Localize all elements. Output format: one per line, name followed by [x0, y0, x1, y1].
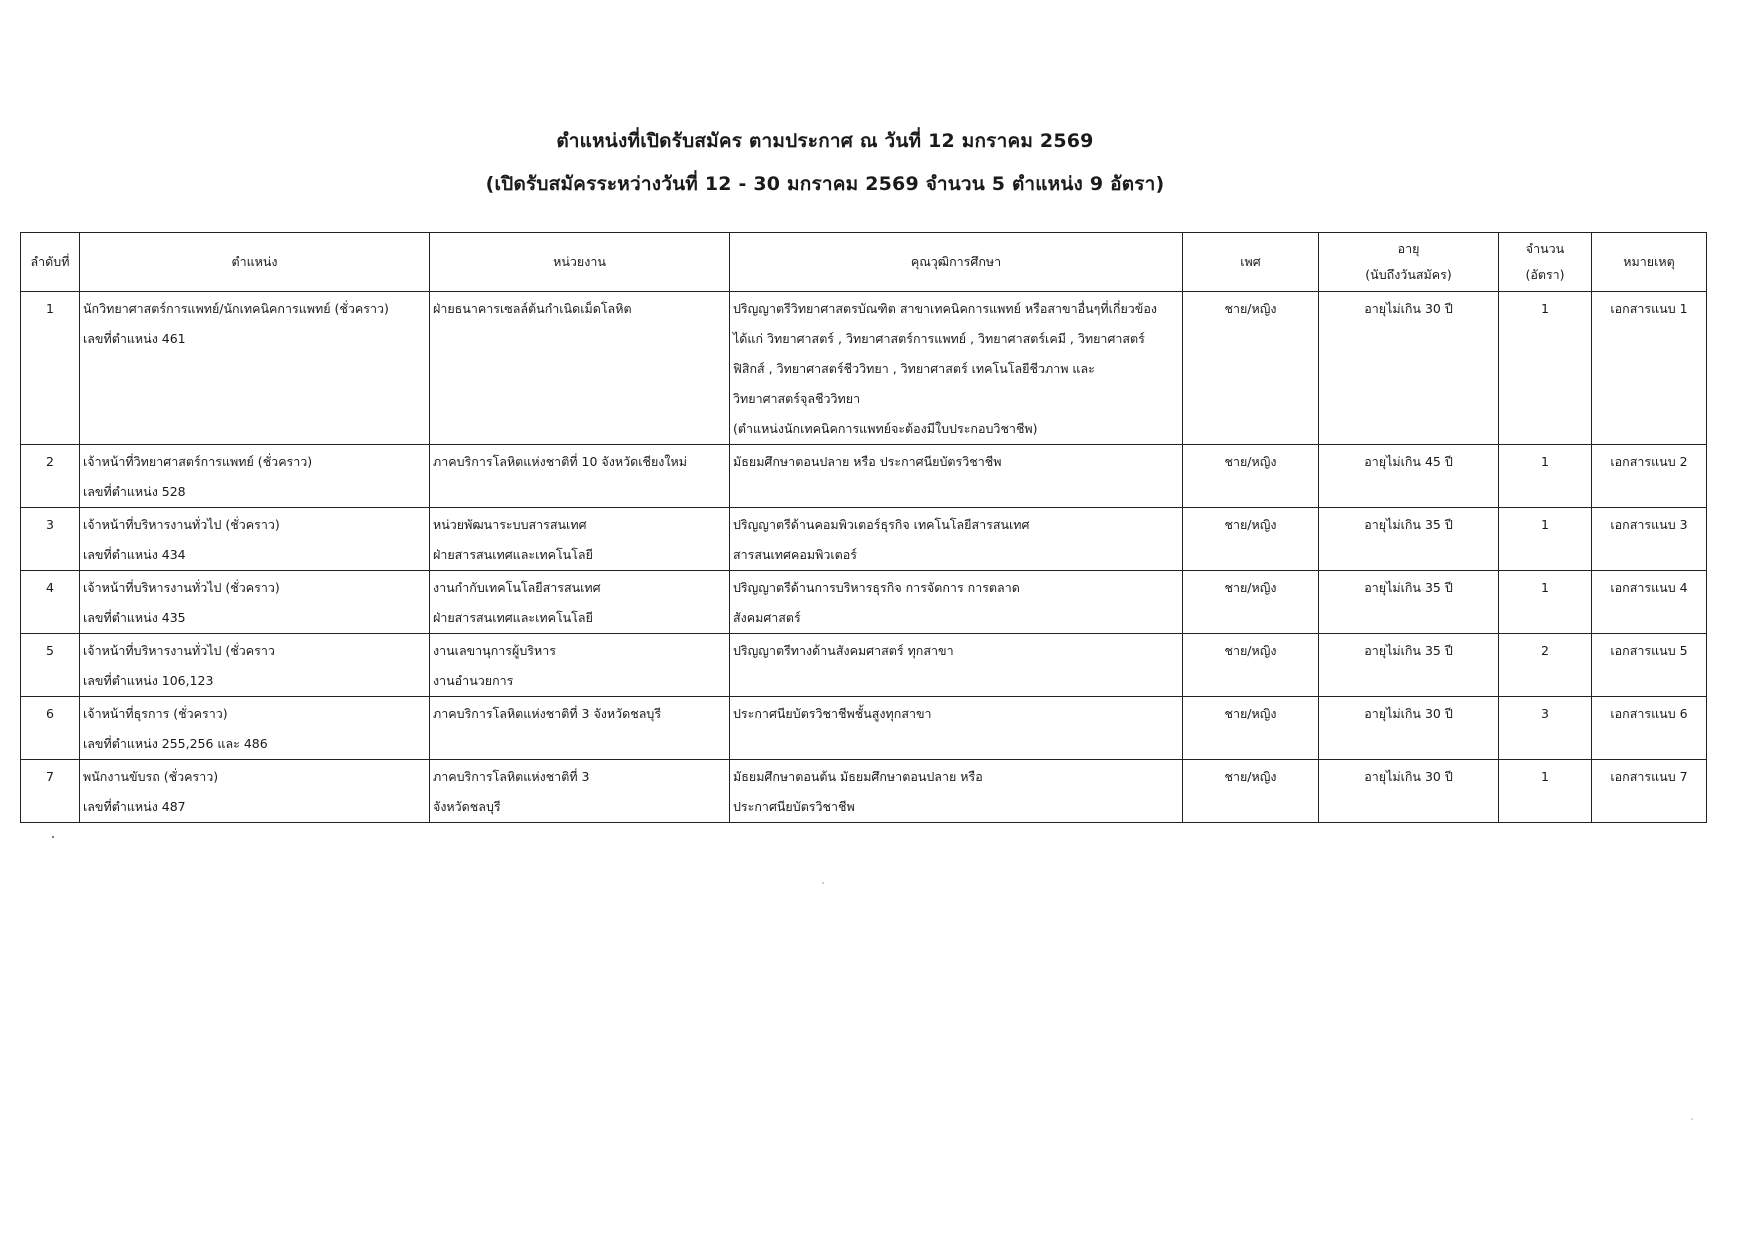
cell-unit	[430, 292, 730, 445]
qualification-line: ปริญญาตรีด้านการบริหารธุรกิจ การจัดการ การตลาด	[733, 580, 1020, 595]
cell-note: เอกสารแนบ 7	[1592, 760, 1707, 823]
cell-qualification	[730, 571, 1183, 634]
cell-no: 7	[21, 760, 80, 823]
unit-line: จังหวัดชลบุรี	[433, 799, 501, 814]
qualification-line: ปริญญาตรีวิทยาศาสตรบัณฑิต สาขาเทคนิคการแพทย์ หรือสาขาอื่นๆที่เกี่ยวข้อง	[733, 301, 1157, 316]
cell-gender: ชาย/หญิง	[1183, 634, 1319, 697]
cell-qualification	[730, 697, 1183, 760]
cell-age: อายุไม่เกิน 30 ปี	[1319, 292, 1499, 445]
qualification-line: ปริญญาตรีทางด้านสังคมศาสตร์ ทุกสาขา	[733, 643, 954, 658]
header-no: ลำดับที่	[21, 233, 80, 292]
position-line: เลขที่ตำแหน่ง 487	[83, 799, 186, 814]
position-line: เจ้าหน้าที่วิทยาศาสตร์การแพทย์ (ชั่วคราว)	[83, 454, 313, 469]
cell-qualification	[730, 292, 1183, 445]
cell-position	[80, 292, 430, 445]
unit-line: ฝ่ายสารสนเทศและเทคโนโลยี	[433, 610, 593, 625]
cell-qualification	[730, 508, 1183, 571]
cell-gender: ชาย/หญิง	[1183, 508, 1319, 571]
scan-speck	[1691, 1118, 1693, 1120]
cell-gender: ชาย/หญิง	[1183, 292, 1319, 445]
cell-unit	[430, 508, 730, 571]
table-header-row	[21, 233, 1707, 292]
cell-gender: ชาย/หญิง	[1183, 571, 1319, 634]
unit-line: งานเลขานุการผู้บริหาร	[433, 643, 556, 658]
header-age-line2: (นับถึงวันสมัคร)	[1365, 267, 1452, 282]
cell-age: อายุไม่เกิน 35 ปี	[1319, 634, 1499, 697]
table-row	[21, 760, 1707, 823]
qualification-line: (ตำแหน่งนักเทคนิคการแพทย์จะต้องมีใบประกอบวิชาชีพ)	[733, 421, 1038, 436]
qualification-line: ประกาศนียบัตรวิชาชีพชั้นสูงทุกสาขา	[733, 706, 932, 721]
cell-position	[80, 445, 430, 508]
position-line: เลขที่ตำแหน่ง 106,123	[83, 673, 214, 688]
cell-position	[80, 508, 430, 571]
cell-note: เอกสารแนบ 6	[1592, 697, 1707, 760]
cell-position	[80, 697, 430, 760]
cell-count: 1	[1499, 571, 1592, 634]
table-body	[21, 292, 1707, 823]
table-row	[21, 508, 1707, 571]
cell-age: อายุไม่เกิน 45 ปี	[1319, 445, 1499, 508]
cell-count: 3	[1499, 697, 1592, 760]
unit-line: งานอำนวยการ	[433, 673, 514, 688]
header-count-line1: จำนวน	[1525, 241, 1565, 256]
header-gender: เพศ	[1183, 233, 1319, 292]
cell-note: เอกสารแนบ 4	[1592, 571, 1707, 634]
position-line: เลขที่ตำแหน่ง 461	[83, 331, 186, 346]
qualification-line: ได้แก่ วิทยาศาสตร์ , วิทยาศาสตร์การแพทย์ , วิทยาศาสตร์เคมี , วิทยาศาสตร์	[733, 331, 1145, 346]
cell-no: 4	[21, 571, 80, 634]
table-row	[21, 697, 1707, 760]
unit-line: ภาคบริการโลหิตแห่งชาติที่ 10 จังหวัดเชียงใหม่	[433, 454, 687, 469]
cell-no: 3	[21, 508, 80, 571]
cell-age: อายุไม่เกิน 30 ปี	[1319, 697, 1499, 760]
cell-count: 1	[1499, 445, 1592, 508]
unit-line: งานกำกับเทคโนโลยีสารสนเทศ	[433, 580, 601, 595]
positions-table	[20, 232, 1707, 823]
position-line: พนักงานขับรถ (ชั่วคราว)	[83, 769, 219, 784]
cell-note: เอกสารแนบ 3	[1592, 508, 1707, 571]
position-line: เลขที่ตำแหน่ง 435	[83, 610, 186, 625]
position-line: เจ้าหน้าที่บริหารงานทั่วไป (ชั่วคราว)	[83, 580, 280, 595]
cell-qualification	[730, 634, 1183, 697]
page-title: ตำแหน่งที่เปิดรับสมัคร ตามประกาศ ณ วันที่ 12 มกราคม 2569	[556, 130, 1094, 152]
page-subtitle: (เปิดรับสมัครระหว่างวันที่ 12 - 30 มกราคม 2569 จำนวน 5 ตำแหน่ง 9 อัตรา)	[485, 173, 1165, 195]
cell-position	[80, 760, 430, 823]
cell-position	[80, 634, 430, 697]
header-count-line2: (อัตรา)	[1525, 267, 1565, 282]
header-qualification: คุณวุฒิการศึกษา	[730, 233, 1183, 292]
cell-no: 1	[21, 292, 80, 445]
qualification-line: สารสนเทศคอมพิวเตอร์	[733, 547, 857, 562]
cell-no: 6	[21, 697, 80, 760]
cell-count: 1	[1499, 292, 1592, 445]
qualification-line: ประกาศนียบัตรวิชาชีพ	[733, 799, 855, 814]
scan-speck	[822, 882, 824, 884]
table-row	[21, 571, 1707, 634]
position-line: เจ้าหน้าที่ธุรการ (ชั่วคราว)	[83, 706, 228, 721]
qualification-line: สังคมศาสตร์	[733, 610, 801, 625]
qualification-line: ฟิสิกส์ , วิทยาศาสตร์ชีววิทยา , วิทยาศาสตร์ เทคโนโลยีชีวภาพ และ	[733, 361, 1095, 376]
cell-count: 2	[1499, 634, 1592, 697]
cell-qualification	[730, 445, 1183, 508]
position-line: เลขที่ตำแหน่ง 528	[83, 484, 186, 499]
cell-unit	[430, 634, 730, 697]
cell-unit	[430, 571, 730, 634]
qualification-line: วิทยาศาสตร์จุลชีววิทยา	[733, 391, 861, 406]
cell-count: 1	[1499, 760, 1592, 823]
scan-speck	[52, 836, 54, 838]
qualification-line: ปริญญาตรีด้านคอมพิวเตอร์ธุรกิจ เทคโนโลยีสารสนเทศ	[733, 517, 1030, 532]
table-row	[21, 445, 1707, 508]
cell-age: อายุไม่เกิน 30 ปี	[1319, 760, 1499, 823]
cell-gender: ชาย/หญิง	[1183, 445, 1319, 508]
unit-line: ฝ่ายสารสนเทศและเทคโนโลยี	[433, 547, 593, 562]
cell-position	[80, 571, 430, 634]
cell-note: เอกสารแนบ 1	[1592, 292, 1707, 445]
unit-line: ภาคบริการโลหิตแห่งชาติที่ 3 จังหวัดชลบุรี	[433, 706, 662, 721]
cell-note: เอกสารแนบ 5	[1592, 634, 1707, 697]
table-row	[21, 634, 1707, 697]
cell-unit	[430, 697, 730, 760]
table-row	[21, 292, 1707, 445]
cell-gender: ชาย/หญิง	[1183, 697, 1319, 760]
position-line: เลขที่ตำแหน่ง 255,256 และ 486	[83, 736, 268, 751]
header-age-line1: อายุ	[1397, 241, 1420, 256]
cell-note: เอกสารแนบ 2	[1592, 445, 1707, 508]
header-age	[1319, 233, 1499, 292]
cell-gender: ชาย/หญิง	[1183, 760, 1319, 823]
cell-unit	[430, 760, 730, 823]
qualification-line: มัธยมศึกษาตอนปลาย หรือ ประกาศนียบัตรวิชาชีพ	[733, 454, 1002, 469]
cell-count: 1	[1499, 508, 1592, 571]
header-position: ตำแหน่ง	[80, 233, 430, 292]
position-line: นักวิทยาศาสตร์การแพทย์/นักเทคนิคการแพทย์ (ชั่วคราว)	[83, 301, 389, 316]
position-line: เจ้าหน้าที่บริหารงานทั่วไป (ชั่วคราว)	[83, 517, 280, 532]
cell-qualification	[730, 760, 1183, 823]
cell-unit	[430, 445, 730, 508]
unit-line: ฝ่ายธนาคารเซลล์ต้นกำเนิดเม็ดโลหิต	[433, 301, 632, 316]
header-count	[1499, 233, 1592, 292]
cell-age: อายุไม่เกิน 35 ปี	[1319, 571, 1499, 634]
header-unit: หน่วยงาน	[430, 233, 730, 292]
header-note: หมายเหตุ	[1592, 233, 1707, 292]
cell-age: อายุไม่เกิน 35 ปี	[1319, 508, 1499, 571]
qualification-line: มัธยมศึกษาตอนต้น มัธยมศึกษาตอนปลาย หรือ	[733, 769, 983, 784]
cell-no: 5	[21, 634, 80, 697]
position-line: เลขที่ตำแหน่ง 434	[83, 547, 186, 562]
position-line: เจ้าหน้าที่บริหารงานทั่วไป (ชั่วคราว	[83, 643, 275, 658]
cell-no: 2	[21, 445, 80, 508]
unit-line: หน่วยพัฒนาระบบสารสนเทศ	[433, 517, 587, 532]
unit-line: ภาคบริการโลหิตแห่งชาติที่ 3	[433, 769, 590, 784]
